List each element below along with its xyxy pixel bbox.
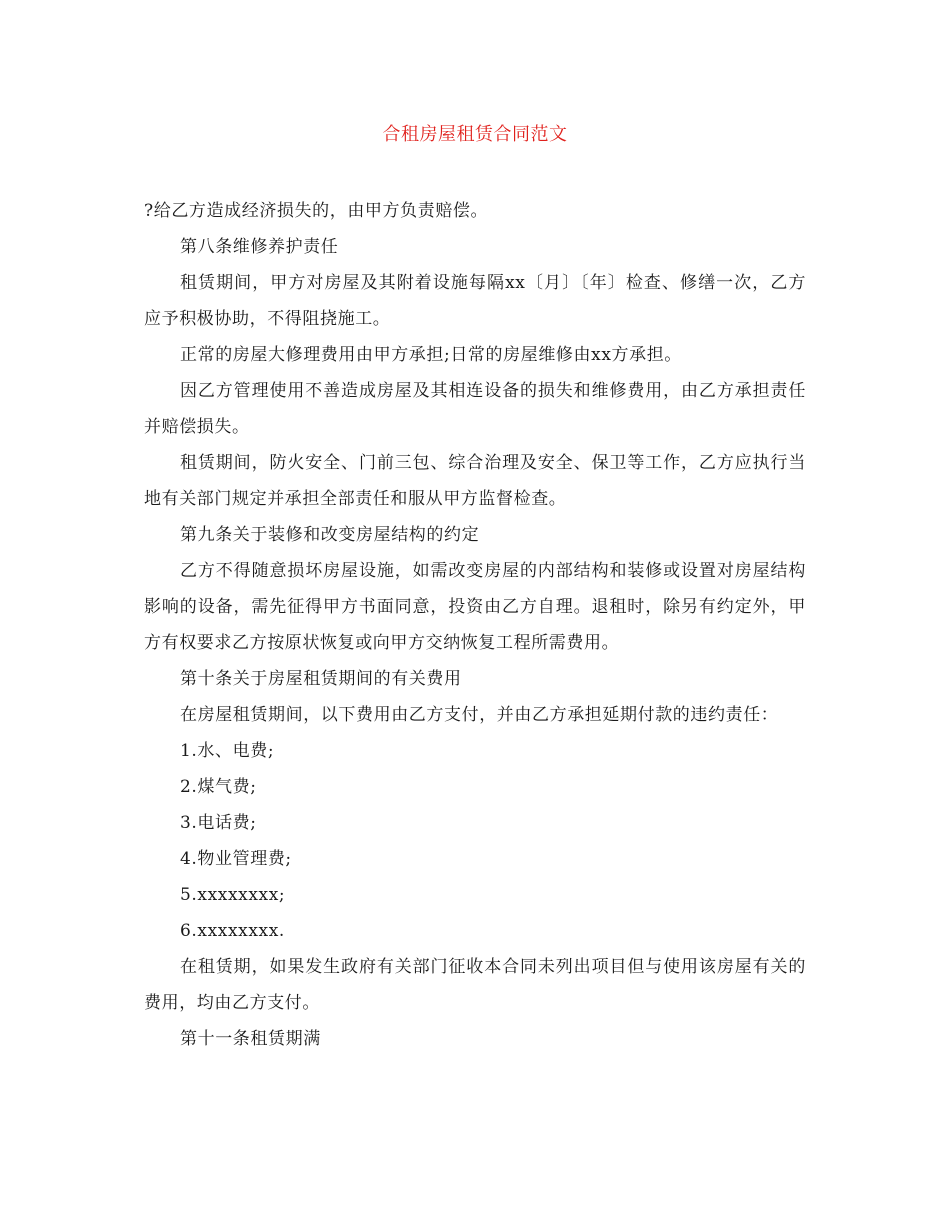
list-item: 4.物业管理费; xyxy=(180,849,292,869)
list-item: 5.xxxxxxxx; xyxy=(180,885,286,905)
paragraph: 在租赁期，如果发生政府有关部门征收本合同未列出项目但与使用该房屋有关的费用，均由乙方支付。 xyxy=(144,957,806,1013)
section-heading: 第九条关于装修和改变房屋结构的约定 xyxy=(180,525,480,545)
paragraph: 租赁期间，防火安全、门前三包、综合治理及安全、保卫等工作，乙方应执行当地有关部门规定并承担全部责任和服从甲方监督检查。 xyxy=(144,453,806,509)
paragraph: 乙方不得随意损坏房屋设施，如需改变房屋的内部结构和装修或设置对房屋结构影响的设备，需先征得甲方书面同意，投资由乙方自理。退租时，除另有约定外，甲方有权要求乙方按原状恢复或向甲方交纳恢复工程所需费用。 xyxy=(144,561,806,653)
paragraph: 正常的房屋大修理费用由甲方承担;日常的房屋维修由xx方承担。 xyxy=(180,345,682,365)
paragraph: 在房屋租赁期间，以下费用由乙方支付，并由乙方承担延期付款的违约责任： xyxy=(180,705,779,725)
paragraph: ?给乙方造成经济损失的，由甲方负责赔偿。 xyxy=(144,201,489,221)
section-heading: 第十一条租赁期满 xyxy=(180,1029,321,1049)
document-body xyxy=(144,193,806,1057)
paragraph: 因乙方管理使用不善造成房屋及其相连设备的损失和维修费用，由乙方承担责任并赔偿损失。 xyxy=(144,381,806,437)
section-heading: 第八条维修养护责任 xyxy=(180,237,339,257)
list-item: 2.煤气费; xyxy=(180,777,257,797)
list-item: 6.xxxxxxxx. xyxy=(180,921,285,941)
document-title: 合租房屋租赁合同范文 xyxy=(382,124,568,145)
paragraph: 租赁期间，甲方对房屋及其附着设施每隔xx〔月〕〔年〕检查、修缮一次，乙方应予积极协助，不得阻挠施工。 xyxy=(144,273,806,329)
section-heading: 第十条关于房屋租赁期间的有关费用 xyxy=(180,669,462,689)
list-item: 3.电话费; xyxy=(180,813,257,833)
list-item: 1.水、电费; xyxy=(180,741,275,761)
